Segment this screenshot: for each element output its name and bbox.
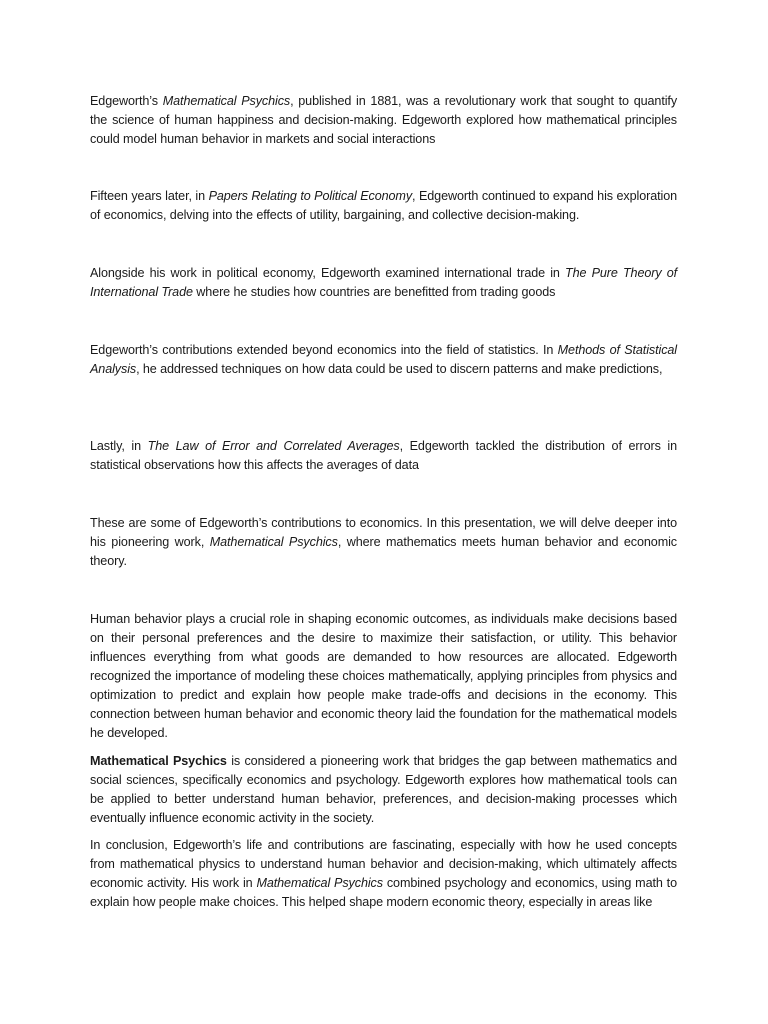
text-segment: Human behavior plays a crucial role in shaping economic outcomes, as individuals make decisions based on their personal preferences and the desire to maximize their satisfaction, or utility. This behavior influences everything from what goods are demanded to how resources are allocated. Edgeworth recognized the importance of modeling these choices mathematically, applying principles from physics and optimization to predict and explain how people make trade-offs and decisions in the economy. This connection between human behavior and economic theory laid the foundation for the mathematical models he developed. (90, 612, 677, 740)
book-title-italic: The Law of Error and Correlated Averages (147, 439, 400, 453)
text-segment: Fifteen years later, in (90, 189, 209, 203)
book-title-italic: The Pure Theory of International Trade (90, 266, 678, 299)
text-segment: Alongside his work in political economy, Edgeworth examined international trade in (90, 266, 566, 280)
paragraph-conclusion (90, 836, 677, 912)
book-title-italic: Mathematical Psychics (256, 876, 383, 890)
text-segment: , where mathematics meets human behavior and economic theory. (90, 535, 677, 568)
text-segment: Lastly, in (90, 439, 148, 453)
paragraph-law-of-error (90, 437, 677, 475)
paragraph-statistics (90, 341, 677, 379)
paragraph-presentation-intro (90, 514, 677, 571)
text-segment: is considered a pioneering work that bridges the gap between mathematics and social sciences, specifically economics and psychology. Edgeworth explores how mathematical tools can be applied to better understand human behavior, preferences, and decision-making processes which eventually influence economic activity in the society. (90, 754, 677, 825)
book-title-bold: Mathematical Psychics (90, 754, 227, 768)
book-title-italic: Mathematical Psychics (162, 94, 291, 108)
text-segment: , Edgeworth continued to expand his exploration of economics, delving into the effects of utility, bargaining, and collective decision-making. (90, 189, 678, 222)
text-segment: where he studies how countries are benefitted from trading goods (192, 285, 556, 299)
paragraph-international-trade (90, 264, 677, 302)
paragraph-political-economy (90, 187, 677, 225)
text-segment: These are some of Edgeworth’s contributions to economics. In this presentation, we will delve deeper into his pioneering work, (90, 516, 677, 549)
paragraph-mathematical-psychics-bridge (90, 752, 677, 828)
paragraph-mathematical-psychics-intro (90, 92, 677, 149)
text-segment: , Edgeworth tackled the distribution of errors in statistical observations how this affects the averages of data (90, 439, 678, 472)
text-segment: , he addressed techniques on how data could be used to discern patterns and make predictions, (136, 362, 663, 376)
book-title-italic: Papers Relating to Political Economy (208, 189, 413, 203)
text-segment: Edgeworth’s (90, 94, 163, 108)
book-title-italic: Methods of Statistical Analysis (90, 343, 677, 376)
book-title-italic: Mathematical Psychics (209, 535, 338, 549)
text-segment: , published in 1881, was a revolutionary work that sought to quantify the science of human happiness and decision-making. Edgeworth explored how mathematical principles could model human behavior in markets and social interactions (90, 94, 678, 146)
text-segment: combined psychology and economics, using math to explain how people make choices. This helped shape modern economic theory, especially in areas like (90, 876, 677, 909)
text-segment: In conclusion, Edgeworth’s life and contributions are fascinating, especially with how he used concepts from mathematical physics to understand human behavior and decision-making, which ultimately affects economic activity. His work in (90, 838, 677, 890)
text-segment: Edgeworth’s contributions extended beyond economics into the field of statistics. In (90, 343, 558, 357)
paragraph-human-behavior (90, 610, 677, 743)
